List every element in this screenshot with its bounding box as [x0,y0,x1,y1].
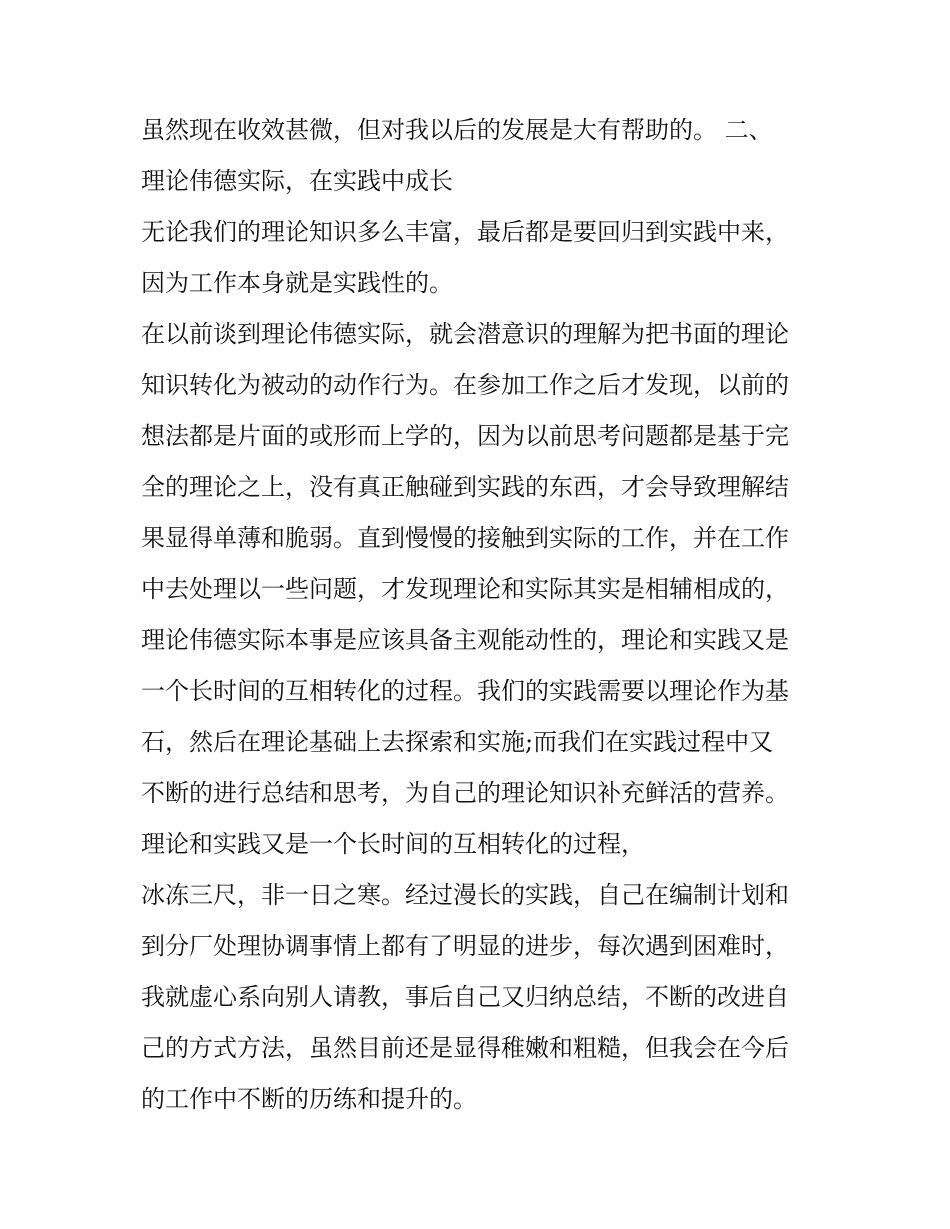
text-line: 到分厂处理协调事情上都有了明显的进步，每次遇到困难时， [141,932,789,960]
text-line: 理论和实践又是一个长时间的互相转化的过程， [141,830,645,858]
text-line: 全的理论之上，没有真正触碰到实践的东西，才会导致理解结 [141,473,789,501]
text-line: 知识转化为被动的动作行为。在参加工作之后才发现，以前的 [141,371,789,399]
text-line: 石，然后在理论基础上去探索和实施;而我们在实践过程中又 [141,728,774,756]
text-line: 我就虚心系向别人请教，事后自己又归纳总结，不断的改进自 [141,983,789,1011]
text-line: 中去处理以一些问题，才发现理论和实际其实是相辅相成的， [141,575,789,603]
text-line: 果显得单薄和脆弱。直到慢慢的接触到实际的工作，并在工作 [141,524,789,552]
text-line: 虽然现在收效甚微，但对我以后的发展是大有帮助的。 二、 [141,116,773,144]
text-line: 无论我们的理论知识多么丰富，最后都是要回归到实践中来， [141,218,789,246]
text-line: 因为工作本身就是实践性的。 [141,269,453,297]
text-line: 理论伟德实际，在实践中成长 [141,167,453,195]
text-line: 冰冻三尺，非一日之寒。经过漫长的实践，自己在编制计划和 [141,881,789,909]
text-line: 理论伟德实际本事是应该具备主观能动性的，理论和实践又是 [141,626,789,654]
text-line: 一个长时间的互相转化的过程。我们的实践需要以理论作为基 [141,677,789,705]
text-line: 不断的进行总结和思考，为自己的理论知识补充鲜活的营养。 [141,779,789,807]
text-line: 在以前谈到理论伟德实际，就会潜意识的理解为把书面的理论 [141,320,789,348]
text-line: 想法都是片面的或形而上学的，因为以前思考问题都是基于完 [141,422,789,450]
text-line: 己的方式方法，虽然目前还是显得稚嫩和粗糙，但我会在今后 [141,1034,789,1062]
text-line: 的工作中不断的历练和提升的。 [141,1085,477,1113]
